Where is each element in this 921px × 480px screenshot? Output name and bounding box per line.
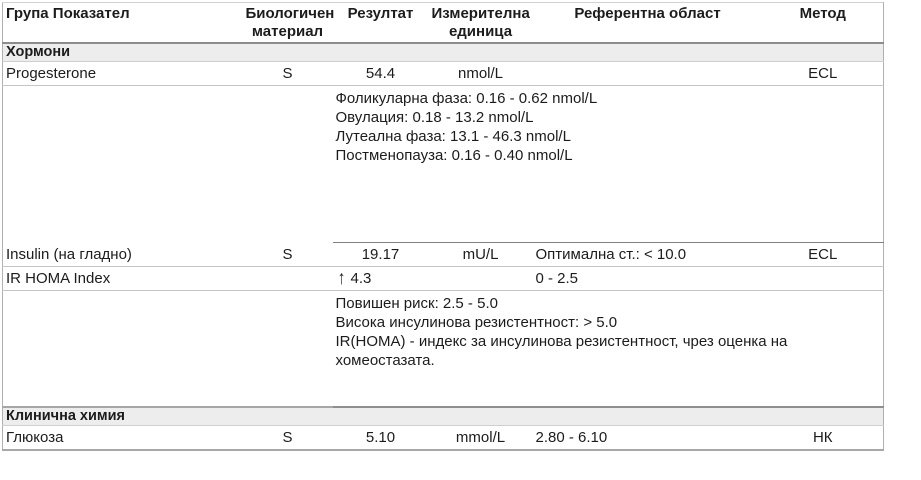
unit-cell: mmol/L [429,426,533,450]
lab-results-report [2,2,885,451]
note-spacer-cell [3,86,333,243]
method-cell [763,267,884,291]
table-body [3,43,884,450]
section-header-row [3,407,884,426]
material-cell: S [243,426,333,450]
test-result-row [3,243,884,267]
note-line: Постменопауза: 0.16 - 0.40 nmol/L [335,147,573,164]
name-cell: Progesterone [3,62,243,86]
unit-cell: nmol/L [429,62,533,86]
material-cell: S [243,62,333,86]
lab-results-table [2,2,884,451]
table-header [3,3,884,44]
section-label: Хормони [3,43,884,62]
reference-cell [533,62,763,86]
column-header-biological-material: Биологичен материал [243,3,333,44]
column-header-method: Метод [763,3,884,44]
note-line: Висока инсулинова резистентност: > 5.0 [335,314,618,331]
note-line: Повишен риск: 2.5 - 5.0 [335,295,498,312]
unit-cell [429,267,533,291]
result-cell: 54.4 [333,62,429,86]
column-header-group-indicator: Група Показател [3,3,243,44]
test-result-row [3,62,884,86]
result-cell: 19.17 [333,243,429,267]
reference-note-row [3,291,884,408]
name-cell: Insulin (на гладно) [3,243,243,267]
reference-cell: Оптимална ст.: < 10.0 [533,243,763,267]
reference-note-row [3,86,884,243]
reference-cell: 2.80 - 6.10 [533,426,763,450]
section-label: Клинична химия [3,407,884,426]
reference-cell: 0 - 2.5 [533,267,763,291]
column-header-measurement-unit: Измерителна единица [429,3,533,44]
result-cell [333,267,429,291]
name-cell: IR HOMA Index [3,267,243,291]
material-cell: S [243,243,333,267]
note-spacer-cell [3,291,333,408]
result-cell: 5.10 [333,426,429,450]
method-cell: ECL [763,243,884,267]
note-line: Овулация: 0.18 - 13.2 nmol/L [335,109,534,126]
method-cell: ECL [763,62,884,86]
note-line: Фоликуларна фаза: 0.16 - 0.62 nmol/L [335,90,598,107]
note-line: IR(HOMA) - индекс за инсулинова резистентност, чрез оценка на хомеостазата. [335,333,788,369]
name-cell: Глюкоза [3,426,243,450]
note-text-cell [333,86,884,243]
note-text-cell [333,291,884,408]
unit-cell: mU/L [429,243,533,267]
column-header-result: Резултат [333,3,429,44]
result-value: 4.3 [350,269,372,287]
column-header-reference-range: Референтна област [533,3,763,44]
test-result-row [3,267,884,291]
method-cell: НК [763,426,884,450]
high-value-arrow-icon: ↑ [337,267,346,289]
section-header-row [3,43,884,62]
note-line: Лутеална фаза: 13.1 - 46.3 nmol/L [335,128,571,145]
material-cell [243,267,333,291]
table-header-row [3,3,884,44]
test-result-row [3,426,884,450]
